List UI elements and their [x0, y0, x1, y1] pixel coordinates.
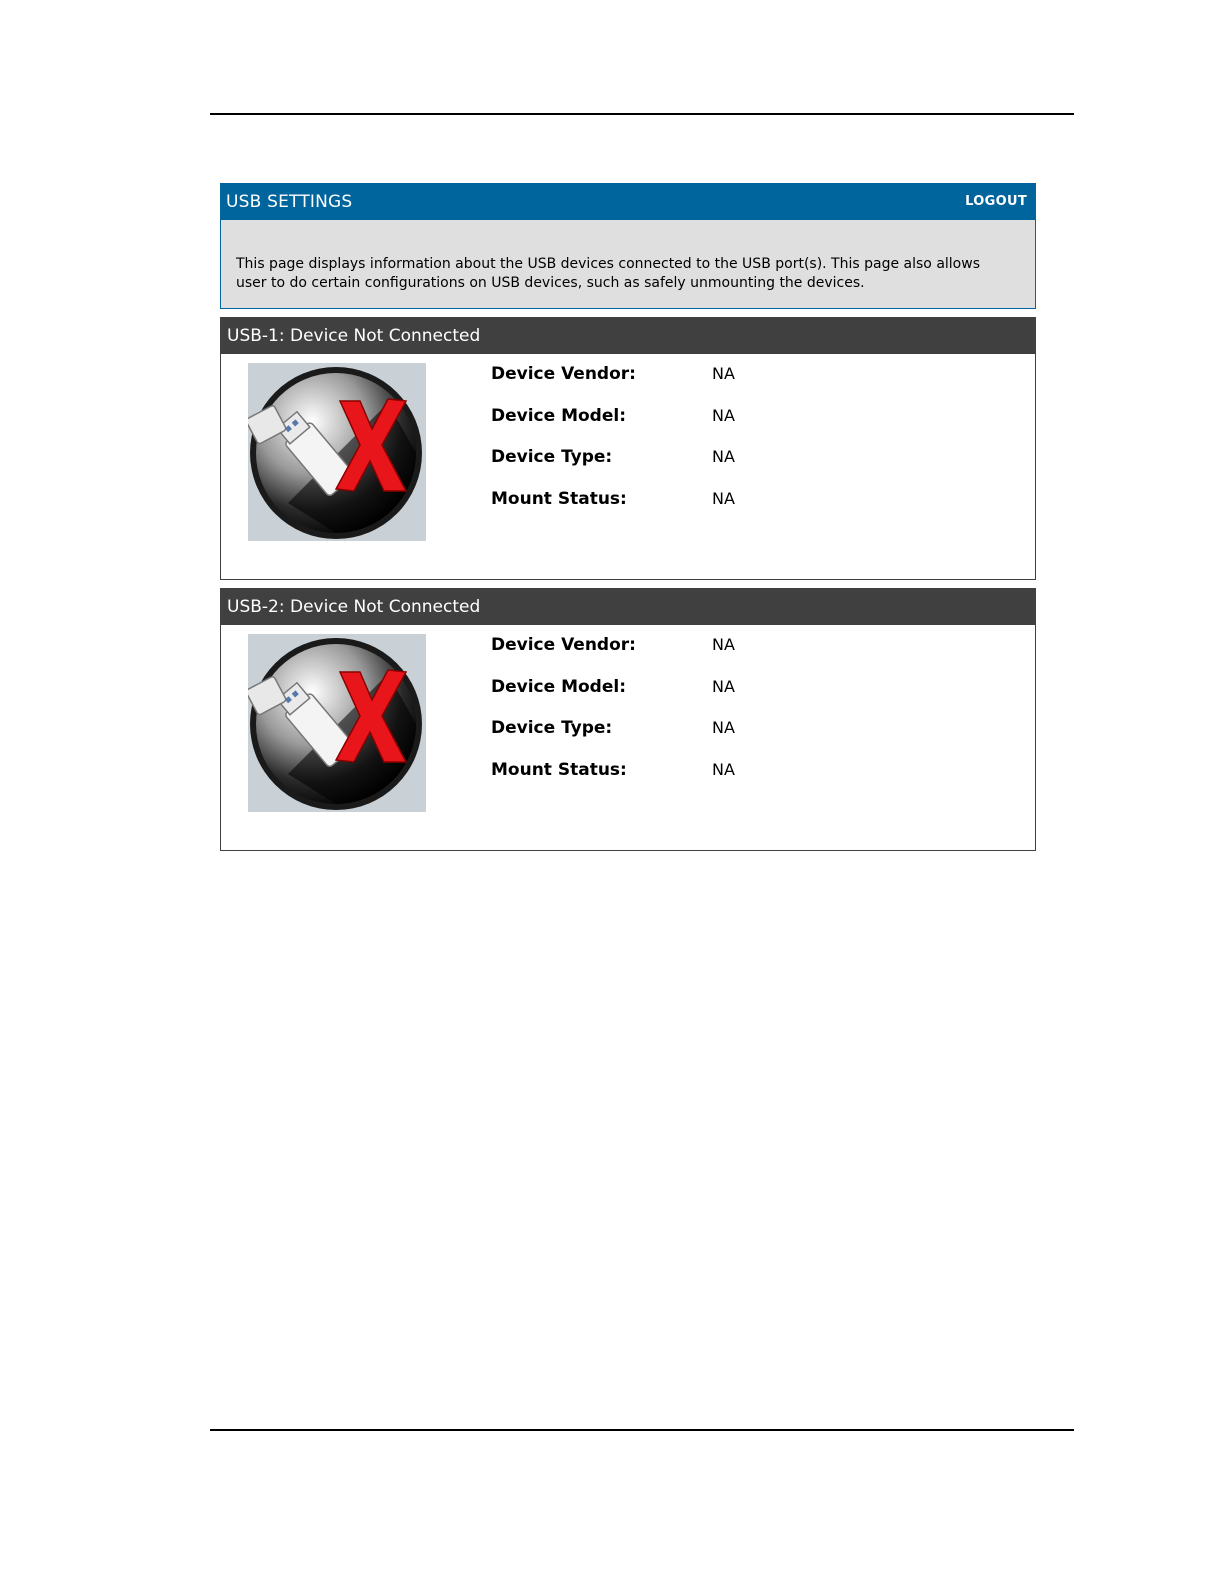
mount-status-label: Mount Status: — [491, 760, 627, 780]
usb-not-connected-icon — [248, 363, 426, 541]
usb-1-mount-row — [491, 489, 991, 513]
usb-settings-panel — [220, 183, 1036, 309]
usb-1-section — [220, 317, 1036, 580]
usb-not-connected-icon — [248, 634, 426, 812]
mount-status-value: NA — [712, 489, 735, 508]
device-vendor-label: Device Vendor: — [491, 635, 636, 655]
device-type-label: Device Type: — [491, 447, 613, 467]
device-model-label: Device Model: — [491, 406, 626, 426]
page-bottom-rule — [210, 1429, 1074, 1431]
usb-2-type-row — [491, 718, 991, 742]
usb-2-section — [220, 588, 1036, 851]
usb-2-vendor-row — [491, 635, 991, 659]
logout-link[interactable]: LOGOUT — [965, 194, 1027, 209]
settings-description: This page displays information about the USB devices connected to the USB port(s). This page also allows user to do certain configurations on USB devices, such as safely unmounting the devices. — [220, 220, 1036, 309]
device-type-label: Device Type: — [491, 718, 613, 738]
page-top-rule — [210, 113, 1074, 115]
usb-2-header: USB-2: Device Not Connected — [221, 589, 1035, 625]
usb-2-mount-row — [491, 760, 991, 784]
device-vendor-value: NA — [712, 635, 735, 654]
device-vendor-label: Device Vendor: — [491, 364, 636, 384]
device-vendor-value: NA — [712, 364, 735, 383]
settings-header — [220, 183, 1036, 220]
usb-1-header: USB-1: Device Not Connected — [221, 318, 1035, 354]
usb-1-type-row — [491, 447, 991, 471]
mount-status-label: Mount Status: — [491, 489, 627, 509]
usb-1-model-row — [491, 406, 991, 430]
device-type-value: NA — [712, 718, 735, 737]
device-type-value: NA — [712, 447, 735, 466]
page-title: USB SETTINGS — [226, 191, 353, 212]
usb-2-model-row — [491, 677, 991, 701]
mount-status-value: NA — [712, 760, 735, 779]
device-model-label: Device Model: — [491, 677, 626, 697]
device-model-value: NA — [712, 406, 735, 425]
device-model-value: NA — [712, 677, 735, 696]
usb-1-vendor-row — [491, 364, 991, 388]
